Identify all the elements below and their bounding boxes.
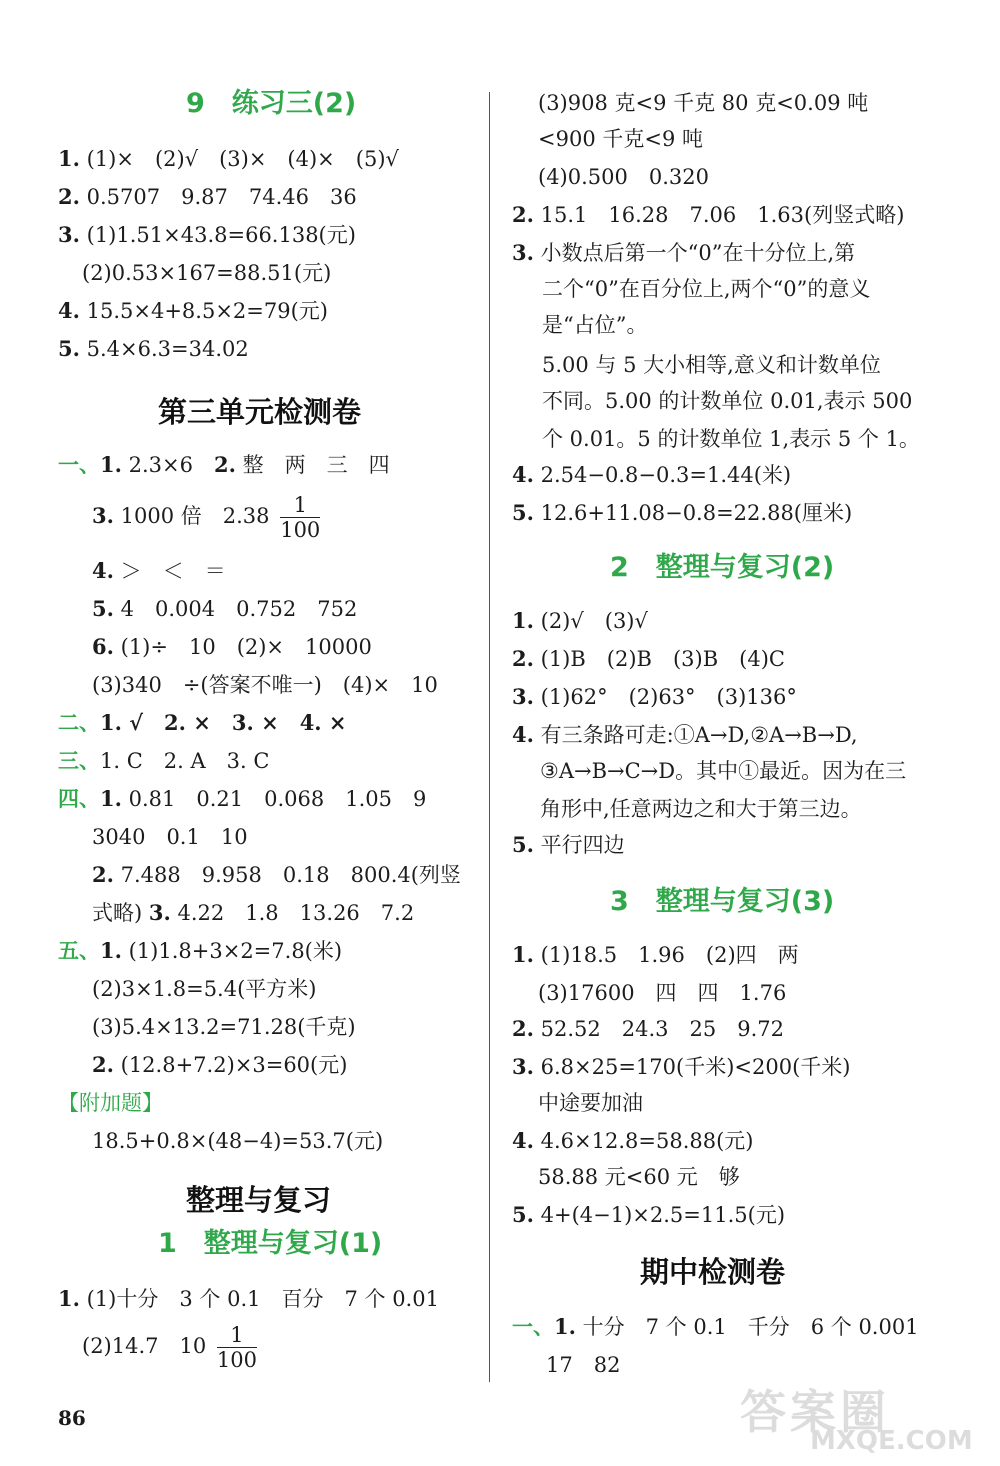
answer-line: 5.00 与 5 大小相等,意义和计数单位 [542, 353, 881, 377]
answer-line: 2. 15.1 16.28 7.06 1.63(列竖式略) [512, 202, 905, 227]
answer-line: 3. (1)1.51×43.8=66.138(元) [58, 222, 356, 247]
answer-line: 5. 平行四边 [512, 832, 625, 857]
watermark-logo [740, 1376, 980, 1456]
section-title-review-2: 2 整理与复习(2) [610, 552, 835, 583]
answer-line: 角形中,任意两边之和大于第三边。 [540, 797, 862, 821]
answer-line: 2. 0.5707 9.87 74.46 36 [58, 184, 357, 209]
page-number: 86 [58, 1406, 86, 1430]
section-title-review-1: 1 整理与复习(1) [158, 1228, 383, 1259]
answer-line: 1. (2)√ (3)√ [512, 608, 648, 633]
answer-line: ③A→B→C→D。其中①最近。因为在三 [540, 759, 907, 783]
answer-line: 三、1. C 2. A 3. C [58, 748, 270, 773]
answer-line: 2. 52.52 24.3 25 9.72 [512, 1016, 784, 1041]
answer-line: 个 0.01。5 的计数单位 1,表示 5 个 1。 [542, 427, 920, 451]
watermark-url: MXQE.COM [810, 1426, 973, 1456]
watermark-text: 答案圈 [740, 1385, 890, 1439]
answer-line: 1. (1)18.5 1.96 (2)四 两 [512, 942, 799, 967]
answer-line: 一、1. 十分 7 个 0.1 千分 6 个 0.001 [512, 1314, 919, 1339]
answer-line: 3. (1)62° (2)63° (3)136° [512, 684, 797, 709]
answer-line: 4. 2.54−0.8−0.3=1.44(米) [512, 462, 792, 487]
answer-line: 2. 7.488 9.958 0.18 800.4(列竖 [92, 862, 461, 887]
answer-line: <900 千克<9 吨 [538, 127, 703, 151]
section-title-practice-3-2: 9 练习三(2) [186, 88, 357, 119]
answer-line: 18.5+0.8×(48−4)=53.7(元) [92, 1129, 384, 1153]
answer-line: 1. (1)× (2)√ (3)× (4)× (5)√ [58, 146, 399, 171]
answer-line: 中途要加油 [538, 1091, 643, 1115]
extra-question-label: 【附加题】 [58, 1091, 163, 1115]
answer-line: 6. (1)÷ 10 (2)× 10000 [92, 634, 372, 659]
answer-line: 1. (1)十分 3 个 0.1 百分 7 个 0.01 [58, 1286, 439, 1311]
answer-line: 四、1. 0.81 0.21 0.068 1.05 9 [58, 786, 427, 811]
answer-line: 3040 0.1 10 [92, 825, 248, 849]
answer-line: 是“占位”。 [542, 313, 648, 337]
answer-line: 式略) 3. 4.22 1.8 13.26 7.2 [92, 900, 415, 925]
answer-line: 3. 小数点后第一个“0”在十分位上,第 [512, 240, 856, 265]
answer-line: 不同。5.00 的计数单位 0.01,表示 500 [542, 389, 913, 413]
answer-line: 3. 6.8×25=170(千米)<200(千米) [512, 1054, 851, 1079]
section-title-review-3: 3 整理与复习(3) [610, 886, 835, 917]
answer-line: 五、1. (1)1.8+3×2=7.8(米) [58, 938, 343, 963]
answer-line: 二个“0”在百分位上,两个“0”的意义 [542, 277, 871, 301]
answer-line: 一、1. 2.3×6 2. 整 两 三 四 [58, 452, 390, 477]
answer-line: 5. 4 0.004 0.752 752 [92, 596, 358, 621]
section-title-review: 整理与复习 [186, 1183, 332, 1217]
answer-line: 4. 4.6×12.8=58.88(元) [512, 1128, 754, 1153]
answer-line: (2)0.53×167=88.51(元) [82, 261, 332, 285]
answer-line: (3)17600 四 四 1.76 [538, 981, 787, 1005]
answer-line: 58.88 元<60 元 够 [538, 1165, 740, 1189]
fraction: $\frac{1}{100}$ [280, 493, 321, 542]
answer-line: 4. ＞ ＜ ＝ [92, 558, 226, 583]
answer-line: 4. 有三条路可走:①A→D,②A→B→D, [512, 722, 858, 747]
answer-line: 17 82 [546, 1353, 621, 1377]
answer-line: (3)5.4×13.2=71.28(千克) [92, 1015, 356, 1039]
answer-line: (3)908 克<9 千克 80 克<0.09 吨 [538, 91, 869, 115]
answer-line: (3)340 ÷(答案不唯一) (4)× 10 [92, 673, 438, 697]
answer-line: (4)0.500 0.320 [538, 165, 709, 189]
answer-line: 5. 4+(4−1)×2.5=11.5(元) [512, 1202, 786, 1227]
answer-line: 5. 12.6+11.08−0.8=22.88(厘米) [512, 500, 853, 525]
answer-line-fraction: (2)14.7 10 $\frac{1}{100}$ [82, 1323, 258, 1372]
answer-line: 4. 15.5×4+8.5×2=79(元) [58, 298, 328, 323]
fraction: $\frac{1}{100}$ [216, 1323, 258, 1372]
section-title-unit-3-test: 第三单元检测卷 [158, 395, 362, 429]
answer-line: 二、1. √ 2. × 3. × 4. × [58, 710, 347, 735]
answer-line: 2. (1)B (2)B (3)B (4)C [512, 646, 785, 671]
answer-line: 2. (12.8+7.2)×3=60(元) [92, 1052, 348, 1077]
answer-line: (2)3×1.8=5.4(平方米) [92, 977, 317, 1001]
answer-line-fraction: 3. 1000 倍 2.38 $\frac{1}{100}$ [92, 493, 321, 542]
answer-line: 5. 5.4×6.3=34.02 [58, 336, 249, 361]
section-title-midterm-test: 期中检测卷 [640, 1255, 786, 1289]
column-divider [489, 92, 490, 1382]
